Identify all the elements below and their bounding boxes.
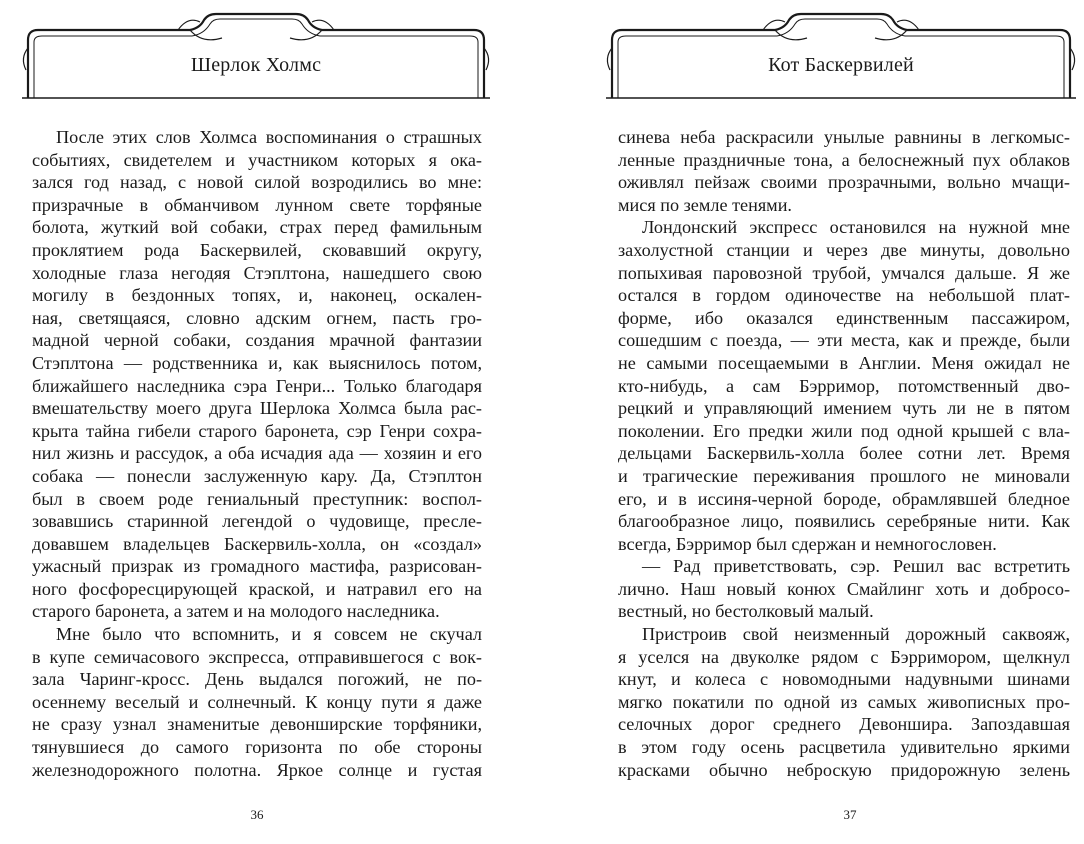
text-line: не самыми посещаемыми в Англии. Меня ожидал не (618, 352, 1070, 373)
text-line: кнут, и колеса с новомодными надувными шинами (618, 669, 1070, 690)
text-line: его, и в иссиня-черной бороде, обрамлявшей бледное (618, 488, 1070, 509)
text-line: крыта тайна гибели старого баронета, сэр Генри сохра- (32, 420, 482, 441)
text-line: Стэплтона — родственника и, как выяснилось потом, (32, 352, 482, 373)
text-line: всегда, Бэрримор был сдержан и немногословен. (618, 533, 997, 554)
text-line: призрачные в обманчивом лунном свете торфяные (32, 194, 482, 215)
text-line: ближайшего наследника сэра Генри... Только благодаря (32, 375, 482, 396)
text-line: проклятием рода Баскервилей, сковавший округу, (32, 239, 482, 260)
text-line: кто-нибудь, а сам Бэрримор, потомственный дво- (618, 375, 1070, 396)
text-line: был в своем роде гениальный преступник: воспол- (32, 488, 482, 509)
text-line: ного фосфоресцирующей краской, и натравил его на (32, 578, 482, 599)
text-line: лично. Наш новый конюх Смайлинг хоть и добросо- (618, 578, 1070, 599)
text-line: селочных дорог среднего Девоншира. Запоздавшая (618, 714, 1070, 735)
right-header-frame (606, 8, 1076, 100)
text-line: холодные глаза негодяя Стэплтона, нашедшего свою (32, 262, 482, 283)
text-line: захолустной станции и через две минуты, довольно (618, 239, 1070, 260)
text-line: довавшем владельцев Баскервиль-холла, он «создал» (32, 533, 482, 554)
text-line: вмешательству моего друга Шерлока Холмса была рас- (32, 398, 482, 419)
text-line: в купе семичасового экспресса, отправившегося с вок- (32, 646, 482, 667)
text-line: форме, ибо оказался единственным пассажиром, (618, 307, 1070, 328)
text-line: сошедшим с поезда, — эти места, как и прежде, были (618, 330, 1070, 351)
text-line: не сразу узнал знаменитые девонширские торфяники, (32, 714, 482, 735)
text-line: Лондонский экспресс остановился на нужной мне (642, 217, 1070, 238)
running-head-right: Кот Баскервилей (768, 54, 914, 76)
text-line: мягко покатили по одной из самых живописных про- (618, 691, 1070, 712)
left-page-body (32, 126, 482, 781)
text-line: остался в гордом одиночестве на небольшой плат- (618, 285, 1070, 306)
text-line: в этом году осень расцветила удивительно яркими (618, 737, 1070, 758)
text-line: оживлял пейзаж своими прозрачными, вольно мчащи- (618, 172, 1070, 193)
text-line: я уселся на двуколке рядом с Бэрримором, щелкнул (618, 646, 1070, 667)
text-line: собака — понесли заслуженную кару. Да, Стэплтон (32, 465, 482, 486)
running-head-left: Шерлок Холмс (190, 54, 322, 76)
text-line: мися по земле тенями. (618, 194, 792, 215)
text-line: — Рад приветствовать, сэр. Решил вас встретить (642, 556, 1070, 577)
text-line: могилу в бездонных топях, и, наконец, оскален- (32, 285, 482, 306)
text-line: Мне было что вспомнить, и я совсем не скучал (56, 624, 482, 645)
text-line: После этих слов Холмса воспоминания о страшных (56, 127, 482, 147)
page-number-left: 36 (250, 807, 264, 822)
text-line: зала Чаринг-кросс. День выдался погожий, не по- (32, 669, 482, 690)
right-page (542, 0, 1084, 844)
text-line: зовавшись старинной легендой о чудовище, пресле- (32, 511, 482, 532)
text-line: железнодорожного полотна. Яркое солнце и густая (32, 759, 482, 780)
text-line: поколении. Его предки жили под одной крышей с вла- (618, 420, 1070, 441)
text-line: ленные праздничные тона, а белоснежный пух облаков (618, 149, 1070, 170)
text-line: ужасный призрак из громадного мастифа, разрисован- (32, 556, 482, 577)
text-line: событиях, свидетелем и участником которых я ока- (32, 149, 482, 170)
text-line: рецкий и управляющий имением чуть ли не в пятом (618, 398, 1070, 419)
text-line: попыхивая паровозной трубой, умчался дальше. Я же (618, 262, 1070, 283)
text-line: и трагические переживания прошлого не миновали (618, 465, 1070, 486)
text-line: вестный, но бестолковый малый. (618, 601, 874, 622)
text-line: синева неба раскрасили унылые равнины в легкомыс- (618, 127, 1070, 147)
text-line: красками обычно неброскую придорожную зелень (618, 759, 1070, 780)
text-line: нил жизнь и рассудок, а оба исчадия ада — хозяин и его (32, 443, 482, 464)
text-line: осеннему веселый и солнечный. К концу пути я даже (32, 691, 482, 712)
text-line: тянувшиеся до самого горизонта по обе стороны (32, 737, 482, 758)
text-line: благообразное лицо, появились серебряные нити. Как (618, 511, 1070, 532)
text-line: болота, жуткий вой собаки, страх перед фамильным (32, 217, 482, 238)
right-page-body (618, 126, 1070, 781)
text-line: ная, светящаяся, словно адским огнем, пасть гро- (32, 307, 482, 328)
text-line: зался год назад, с новой силой возродились во мне: (32, 172, 482, 193)
page-number-right: 37 (843, 807, 857, 822)
text-line: старого баронета, а затем и на молодого наследника. (32, 601, 440, 622)
text-line: мадной черной собаки, создания мрачной фантазии (32, 330, 482, 351)
text-line: Пристроив свой неизменный дорожный саквояж, (642, 624, 1070, 645)
left-header-frame (22, 8, 490, 100)
text-line: дельцами Баскервиль-холла более сотни лет. Время (618, 443, 1070, 464)
